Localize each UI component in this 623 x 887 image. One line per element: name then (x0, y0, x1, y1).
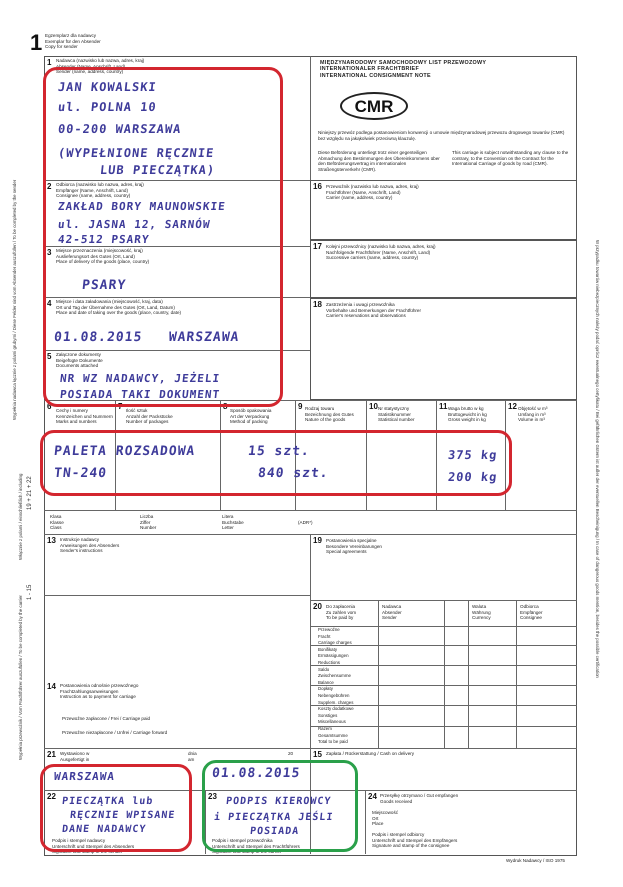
sender-city: 00-200 WARSZAWA (57, 122, 183, 136)
conditions-en: This carriage is subject notwithstanding any clause to the contrary, to the Convention on the Contract for the International Carriage of goods by road (CMR). (452, 150, 569, 167)
side-right: W przypadku towarów niebezpiecznych należy podać oprócz ewentualnego certyfikatu / Bei gefährlichen Gütern ist außer der eventuellen Bescheinigung / In case of dangerous goods mention, besides the possible certification (595, 240, 600, 678)
field-18-label: Zastrzeżenia i uwagi przewoźnika Vorbehalte und Bemerkungen der Frachtführer Carrier's reservations and observations (326, 302, 421, 319)
field-19-label: Postanowienia specjalne Besondere Vereinbarungen Special agreements (326, 538, 382, 555)
documents-line-1: NR WZ NADAWCY, JEŻELI (59, 372, 221, 385)
field-13-label: Instrukcje nadawcy Anweisungen des Absenders Sender's instructions (60, 537, 120, 554)
goods-row-2-quantity: 840 szt. (257, 466, 330, 481)
gross-weight-1: 375 kg (447, 448, 499, 462)
field-9-label: Rodzaj towaru Bezeichnung des Gutes Nature of the goods (305, 406, 354, 423)
consignee-name: ZAKŁAD BORY MAUNOWSKIE (57, 200, 227, 213)
field-3-label: Miejsce przeznaczenia (miejscowość, kraj) Auslieferungsort des Gutes (Ort, Land) Place of delivery of the goods (place, country) (56, 248, 150, 265)
documents-line-2: POSIADA TAKI DOKUMENT (59, 388, 221, 401)
copy-label: Egzemplarz dla nadawcy Exemplar für den Absender Copy for sender (45, 33, 101, 50)
field-4-label: Miejsce i data załadowania (miejscowość, kraj, data) Ort und Tag der Übernahme des Gutes (Ort, Land, Datum) Place and date of taking over the goods (place, country, date) (56, 299, 182, 316)
letter-label: Litera Buchstabe Letter (222, 514, 244, 531)
field-22-label: Podpis i stempel nadawcy Unterschrift und Stempel des Absenders Signature and stamp of the sender (52, 838, 135, 855)
field-16-label: Przewoźnik (nazwisko lub nazwa, adres, kraj) Frachtführer (Name, Anschrift, Land) Carrier (name, address, country) (326, 184, 419, 201)
sender-sign-line-1: PIECZĄTKA lub (61, 796, 154, 807)
footer-right: Wydruk Nadawcy / ISO 1975 (506, 858, 565, 863)
field-17-label: Kolejni przewoźnicy (nazwisko lub nazwa, adres, kraj) Nachfolgende Frachtführer (Name, Anschrift, Land) Successive carriers (name, address, country) (326, 244, 436, 261)
field-10-label: Nr statystyczny Statistiknummer Statistical number (378, 406, 415, 423)
field-20-col-sender: Nadawca Absender Sender (382, 604, 402, 621)
field-7-label: Ilość sztuk Anzahl der Packstücke Number of packages (126, 408, 173, 425)
sender-name: JAN KOWALSKI (57, 80, 158, 94)
sender-note-2: LUB PIECZĄTKA) (99, 163, 216, 177)
number-label: Liczba Ziffer Number (140, 514, 157, 531)
document-title: MIĘDZYNARODOWY SAMOCHODOWY LIST PRZEWOZOWY INTERNATIONALER FRACHTBRIEF INTERNATIONAL CONSIGNMENT NOTE (320, 60, 487, 79)
field-12-label: Objętość w m³ Umfang in m³ Volume in m³ (518, 406, 548, 423)
consignee-street: ul. JASNA 12, SARNÓW (57, 218, 212, 231)
cmr-logo: CMR (340, 92, 408, 120)
goods-row-2-description: TN-240 (53, 466, 108, 481)
sender-street: ul. POLNA 10 (57, 100, 158, 114)
field-23-label: Podpis i stempel przewoźnika Unterschrift und Stempel des Frachtführers Signature and stamp of the carrier (212, 838, 300, 855)
field-6-label: Cechy i numery Kennzeichen und Nummern Marks and numbers (56, 408, 113, 425)
loading-place-date: 01.08.2015 WARSZAWA (53, 330, 241, 345)
side-range-2: 19 + 21 + 22 (27, 476, 33, 510)
field-21-label: Wystawiono w Ausgefertigt in (60, 751, 90, 762)
field-21-year: 20 (288, 751, 294, 756)
field-20-col-currency: Waluta Währung Currency (472, 604, 491, 621)
adr-label: (ADR*) (298, 520, 313, 525)
sender-sign-line-2: RĘCZNIE WPISANE (69, 810, 176, 821)
delivery-place: PSARY (81, 278, 127, 293)
sender-sign-line-3: DANE NADAWCY (61, 824, 147, 835)
field-20-rows: Przewoźne Fracht Carriage charges Bonifikaty Ermässigungen Reductions Saldo Zwischensumme Balance Dopłaty Nebengebühren Supplem. charges Koszty dodatkowe Sonstiges Miscellaneous Razem Gesamtsumme Total to be paid (318, 627, 354, 745)
sender-signature-highlight (40, 764, 192, 852)
conditions-pl: Niniejszy przewóz podlega postanowieniom konwencji o umowie międzynarodowej przewozu drogowego towarów (CMR) bez względu na jakąkolwiek przeciwną klauzulę. (318, 130, 565, 141)
side-carrier: Wypełnia przewoźnik / Vom Frachtführer auszufüllen / To be completed by the carrier (18, 595, 23, 760)
carrier-sign-line-3: POSIADA (249, 826, 300, 837)
goods-row-1-description: PALETA ROZSADOWA (53, 444, 197, 459)
field-15-label: Zapłata / Rückerstattung / Cash on delivery (326, 751, 415, 756)
field-24-lines: Miejscowość Ort Place (372, 810, 399, 827)
gross-weight-2: 200 kg (447, 470, 499, 484)
field-1-label: Nadawca (nazwisko lub nazwa, adres, kraj) Absender (Name, Anschrift, Land) Sender (name, address, country) (56, 58, 145, 75)
side-range-1: 1 - 15 (27, 584, 33, 600)
conditions-de: Diese Beförderung unterliegt trotz einer gegenteiligen Abmachung den Bestimmungen des Übereinkommens über den Beförderungsvertrag im internationalen Straßengüterverkehr (CMR). (318, 150, 440, 172)
goods-highlight (40, 430, 512, 496)
field-24-sign: Podpis i stempel odbiorcy Unterschrift und Stempel des Empfängers Signature and stamp of the consignee (372, 832, 458, 849)
carrier-signature-highlight (202, 760, 358, 852)
field-2-label: Odbiorca (nazwisko lub nazwa, adres, kraj) Empfänger (Name, Anschrift, Land) Consignee (name, address, country) (56, 182, 144, 199)
field-21-on: dnia am (188, 751, 197, 762)
copy-number: 1 (30, 30, 43, 55)
field-14-option-forward: Przewoźne niezapłacone / Unfrei / Carriage forward (62, 730, 168, 735)
field-5-label: Załączone dokumenty Beigefügte Dokumente Documents attached (56, 352, 103, 369)
carrier-sign-line-2: i PIECZĄTKA JEŚLI (213, 812, 334, 823)
sender-note-1: (WYPEŁNIONE RĘCZNIE (57, 146, 216, 160)
issued-place: WARSZAWA (53, 770, 116, 783)
field-14-option-paid: Przewoźne zapłacone / Frei / Carriage paid (62, 716, 151, 721)
field-20-label: Do zapłacenia Zu zahlen vom To be paid by (326, 604, 357, 621)
field-24-label: Przesyłkę otrzymano / Gut empfangen Goods received (380, 793, 459, 804)
field-14-label: Postanowienia odnośnie przewoźnego Frachtzahlungsanweisungen Instruction as to payment for carriage (60, 683, 139, 700)
field-8-label: Sposób opakowania Art der Verpackung Method of packing (230, 408, 272, 425)
carrier-sign-line-1: PODPIS KIEROWCY (225, 796, 332, 807)
side-legend: Włącznie z polami / einschließlich / including (18, 473, 23, 560)
consignee-city: 42-512 PSARY (57, 233, 151, 246)
sender-highlight (43, 67, 283, 407)
issued-date: 01.08.2015 (211, 766, 302, 781)
side-instructions: Wypełnia nadawca łącznie z polami grubymi / Diese Felder sind vom Absender auszufüllen / To be completed by the sender (12, 179, 17, 420)
class-label: Klasa Klasse Class (50, 514, 64, 531)
field-11-label: Waga brutto w kg Bruttogewicht in kg Gross weight in kg (448, 406, 487, 423)
goods-row-1-quantity: 15 szt. (247, 444, 311, 459)
field-20-col-consignee: Odbiorca Empfänger Consignee (520, 604, 543, 621)
